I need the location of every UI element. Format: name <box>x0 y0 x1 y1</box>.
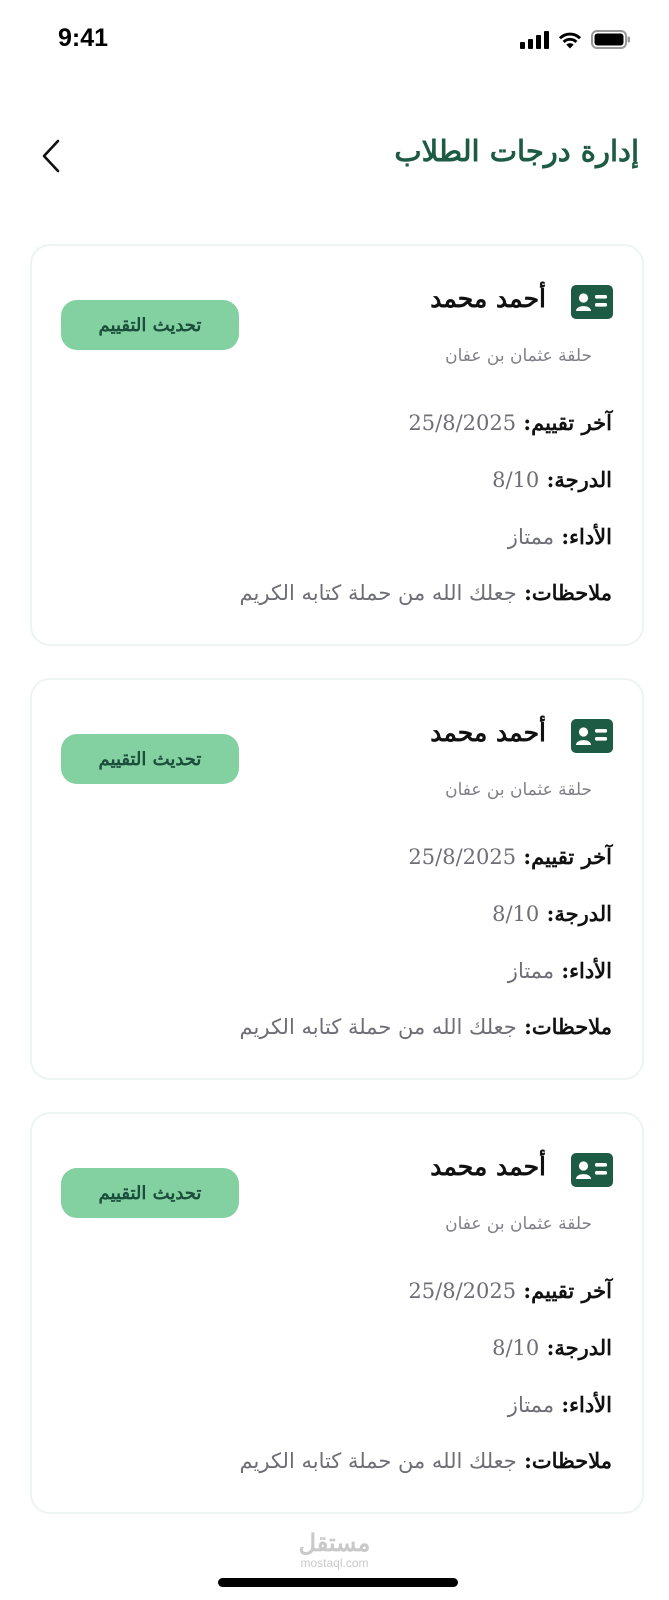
status-time: 9:41 <box>58 24 109 52</box>
circle-name: حلقة عثمان بن عفان <box>445 1214 592 1234</box>
performance-row <box>508 958 612 983</box>
student-name: أحمد محمد <box>430 1152 546 1181</box>
circle-name: حلقة عثمان بن عفان <box>445 780 592 800</box>
notes-label: ملاحظات: <box>516 580 612 605</box>
page-header <box>0 128 669 184</box>
last-evaluation-label: آخر تقييم: <box>516 410 612 435</box>
wifi-icon <box>558 31 582 49</box>
page-title: إدارة درجات الطلاب <box>394 134 639 168</box>
student-card <box>30 678 644 1080</box>
notes-row <box>240 1014 612 1039</box>
grade-row <box>492 1335 612 1360</box>
notes-row <box>240 580 612 605</box>
update-evaluation-button[interactable]: تحديث التقييم <box>61 734 239 784</box>
grade-label: الدرجة: <box>539 901 612 926</box>
performance-value: ممتاز <box>507 525 555 549</box>
grade-label: الدرجة: <box>539 1335 612 1360</box>
performance-value: ممتاز <box>507 959 555 983</box>
last-evaluation-row <box>408 844 612 869</box>
watermark-arabic: مستقل <box>298 1528 371 1557</box>
performance-label: الأداء: <box>554 958 612 983</box>
last-evaluation-label: آخر تقييم: <box>516 1278 612 1303</box>
last-evaluation-value: 25/8/2025 <box>408 1279 517 1303</box>
home-indicator[interactable] <box>218 1578 458 1587</box>
last-evaluation-row <box>408 410 612 435</box>
performance-row <box>508 1392 612 1417</box>
id-card-icon <box>571 1153 613 1187</box>
id-card-icon <box>571 719 613 753</box>
notes-label: ملاحظات: <box>516 1448 612 1473</box>
notes-value: جعلك الله من حملة كتابه الكريم <box>239 1015 517 1039</box>
notes-label: ملاحظات: <box>516 1014 612 1039</box>
performance-value: ممتاز <box>507 1393 555 1417</box>
notes-value: جعلك الله من حملة كتابه الكريم <box>239 1449 517 1473</box>
update-evaluation-button[interactable]: تحديث التقييم <box>61 300 239 350</box>
back-button[interactable] <box>34 134 68 178</box>
last-evaluation-row <box>408 1278 612 1303</box>
last-evaluation-value: 25/8/2025 <box>408 845 517 869</box>
notes-row <box>240 1448 612 1473</box>
performance-label: الأداء: <box>554 1392 612 1417</box>
performance-label: الأداء: <box>554 524 612 549</box>
last-evaluation-label: آخر تقييم: <box>516 844 612 869</box>
student-name: أحمد محمد <box>430 284 546 313</box>
signal-icon <box>520 31 549 49</box>
chevron-left-icon <box>41 139 61 173</box>
grade-value: 8/10 <box>492 468 540 492</box>
student-card <box>30 1112 644 1514</box>
student-card <box>30 244 644 646</box>
student-name: أحمد محمد <box>430 718 546 747</box>
update-evaluation-button[interactable]: تحديث التقييم <box>61 1168 239 1218</box>
watermark-logo <box>0 1530 669 1570</box>
grade-label: الدرجة: <box>539 467 612 492</box>
last-evaluation-value: 25/8/2025 <box>408 411 517 435</box>
performance-row <box>508 524 612 549</box>
notes-value: جعلك الله من حملة كتابه الكريم <box>239 581 517 605</box>
status-bar <box>0 0 669 80</box>
grade-value: 8/10 <box>492 1336 540 1360</box>
battery-icon <box>591 30 631 49</box>
grade-row <box>492 901 612 926</box>
status-icons <box>520 30 631 49</box>
id-card-icon <box>571 285 613 319</box>
watermark-latin: mostaql.com <box>300 1556 369 1570</box>
grade-value: 8/10 <box>492 902 540 926</box>
grade-row <box>492 467 612 492</box>
circle-name: حلقة عثمان بن عفان <box>445 346 592 366</box>
